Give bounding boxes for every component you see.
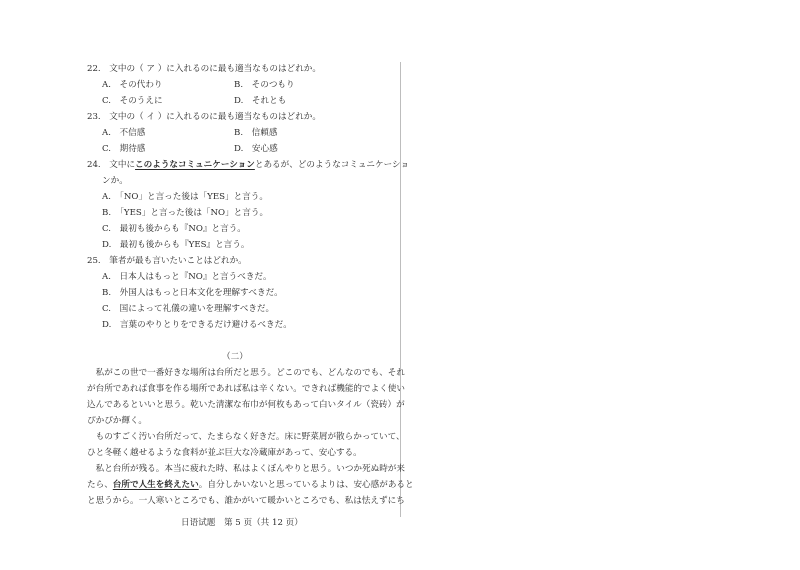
q23-option-c: C. 期待感 [102, 144, 146, 154]
question-24 [87, 159, 409, 171]
q25-option-a: A. 日本人はもっと『NO』と言うべきだ。 [102, 272, 272, 282]
q25-option-d: D. 言葉のやりとりをできるだけ避けるべきだ。 [102, 320, 292, 330]
passage-line-3: 込んであるといいと思う。乾いた清潔な布巾が何枚もあって白いタイル（瓷砖）が [87, 400, 405, 410]
page-divider [400, 62, 401, 517]
q24-suffix: とあるが、どのようなコミュニケーショ [254, 160, 410, 170]
q24-continuation: ンか。 [102, 176, 128, 186]
question-25: 25. 筆者が最も言いたいことはどれか。 [87, 256, 247, 266]
passage-line-8-pre: たら、 [87, 480, 113, 490]
q23-option-d: D. 安心感 [234, 144, 278, 154]
passage-line-7: 私と台所が残る。本当に疲れた時、私はよくぼんやりと思う。いつか死ぬ時が来 [87, 464, 405, 474]
passage-line-8-post: 。自分しかいないと思っているよりは、安心感があると [198, 480, 414, 490]
q23-option-a: A. 不信感 [102, 128, 146, 138]
passage-line-9: と思うから。一人寒いところでも、誰かがいて暖かいところでも、私は怯えずにち [87, 496, 405, 506]
passage-line-8 [87, 479, 414, 491]
q22-option-d: D. それとも [234, 96, 287, 106]
passage-line-6: ひと冬軽く越せるような食料が並ぶ巨大な冷蔵庫があって、安心する。 [87, 448, 362, 458]
question-22: 22. 文中の（ ア ）に入れるのに最も適当なものはどれか。 [87, 64, 321, 74]
q22-option-c: C. そのうえに [102, 96, 163, 106]
passage-line-2: が台所であれば食事を作る場所であれば私は辛くない。できれば機能的でよく使い [87, 384, 405, 394]
q22-option-b: B. そのつもり [234, 80, 295, 90]
q24-option-b: B. 「YES」と言った後は「NO」と言う。 [102, 208, 269, 218]
section-title: （二） [222, 352, 248, 362]
passage-line-1: 私がこの世で一番好きな場所は台所だと思う。どこのでも、どんなのでも、それ [87, 368, 405, 378]
q24-option-d: D. 最初も後からも『YES』と言う。 [102, 240, 250, 250]
passage-line-4: ぴかぴか輝く。 [87, 416, 147, 426]
q24-option-a: A. 「NO」と言った後は「YES」と言う。 [102, 192, 268, 202]
passage-line-5: ものすごく汚い台所だって、たまらなく好きだ。床に野菜屑が散らかっていて、 [87, 432, 405, 442]
q24-option-c: C. 最初も後からも『NO』と言う。 [102, 224, 246, 234]
q23-option-b: B. 信頼感 [234, 128, 278, 138]
passage-underlined-phrase: 台所で人生を終えたい [112, 480, 199, 490]
q24-prefix: 24. 文中に [87, 160, 136, 170]
q25-option-c: C. 国によって礼儀の違いを理解すべきだ。 [102, 304, 275, 314]
q25-option-b: B. 外国人はもっと日本文化を理解すべきだ。 [102, 288, 283, 298]
q24-underlined-phrase: このようなコミュニケーション [135, 160, 255, 170]
question-23: 23. 文中の（ イ ）に入れるのに最も適当なものはどれか。 [87, 112, 321, 122]
q22-option-a: A. その代わり [102, 80, 163, 90]
page-footer: 日语试题 第 5 页（共 12 页） [181, 518, 303, 528]
